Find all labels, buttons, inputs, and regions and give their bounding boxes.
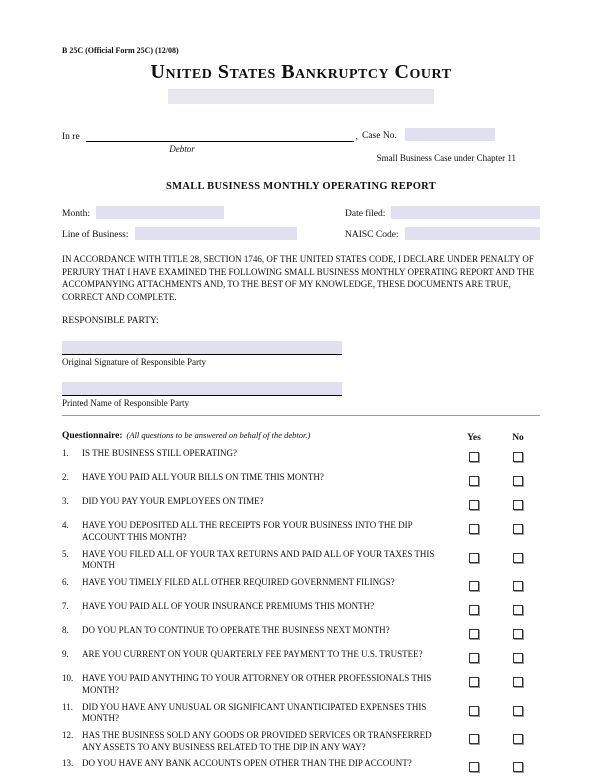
question-text: HAVE YOU PAID ALL OF YOUR INSURANCE PREMIUMS THIS MONTH? — [82, 601, 375, 612]
no-checkbox[interactable] — [513, 581, 523, 591]
question-number: 7. — [62, 601, 69, 612]
month-input[interactable] — [96, 206, 224, 219]
debtor-label: Debtor — [169, 144, 195, 154]
naisc-code-input[interactable] — [405, 227, 540, 240]
question-text: HAS THE BUSINESS SOLD ANY GOODS OR PROVIDED SERVICES OR TRANSFERRED ANY ASSETS TO ANY BUSINESS RELATED TO THE DIP IN ANY WAY? — [82, 729, 432, 752]
question-text: HAVE YOU FILED ALL OF YOUR TAX RETURNS AND PAID ALL OF YOUR TAXES THIS MONTH — [82, 548, 435, 571]
question-text: DO YOU PLAN TO CONTINUE TO OPERATE THE BUSINESS NEXT MONTH? — [82, 625, 390, 636]
yes-checkbox[interactable] — [469, 500, 479, 510]
court-title: United States Bankruptcy Court — [150, 61, 452, 83]
yes-checkbox[interactable] — [469, 762, 479, 772]
yes-checkbox[interactable] — [469, 629, 479, 639]
comma-text: , — [355, 131, 358, 142]
line-of-business-label: Line of Business: — [62, 230, 129, 240]
no-checkbox[interactable] — [513, 524, 523, 534]
question-text: HAVE YOU PAID ANYTHING TO YOUR ATTORNEY OR OTHER PROFESSIONALS THIS MONTH? — [82, 673, 432, 695]
court-district-input[interactable] — [168, 89, 434, 104]
question-row — [62, 496, 540, 515]
yes-column-header: Yes — [467, 433, 481, 444]
question-row — [62, 730, 540, 753]
question-text: HAVE YOU DEPOSITED ALL THE RECEIPTS FOR YOUR BUSINESS INTO THE DIP ACCOUNT THIS MONTH? — [82, 520, 413, 543]
caption-left — [62, 128, 358, 163]
question-text: DID YOU HAVE ANY UNUSUAL OR SIGNIFICANT UNANTICIPATED EXPENSES THIS MONTH? — [82, 701, 427, 724]
question-row — [62, 549, 540, 572]
question-text: HAVE YOU TIMELY FILED ALL OTHER REQUIRED GOVERNMENT FILINGS? — [82, 577, 395, 588]
in-re-label: In re — [62, 132, 80, 142]
yes-checkbox[interactable] — [469, 653, 479, 663]
no-checkbox[interactable] — [513, 452, 523, 462]
question-row — [62, 625, 540, 644]
yes-checkbox[interactable] — [469, 605, 479, 615]
yes-checkbox[interactable] — [469, 452, 479, 462]
line-of-business-input[interactable] — [135, 227, 297, 240]
form-number: B 25C (Official Form 25C) (12/08) — [62, 46, 179, 55]
question-number: 4. — [62, 520, 69, 531]
question-number: 11. — [62, 701, 73, 712]
questionnaire-label: Questionnaire: — [62, 431, 123, 442]
no-checkbox[interactable] — [513, 500, 523, 510]
question-row — [62, 673, 540, 696]
naisc-code-label: NAISC Code: — [345, 230, 399, 240]
questionnaire-note: (All questions to be answered on behalf of the debtor.) — [126, 430, 311, 441]
case-caption — [62, 128, 540, 163]
question-text: ARE YOU CURRENT ON YOUR QUARTERLY FEE PAYMENT TO THE U.S. TRUSTEE? — [82, 649, 423, 660]
no-checkbox[interactable] — [513, 629, 523, 639]
case-no-input[interactable] — [405, 128, 495, 141]
question-text: HAVE YOU PAID ALL YOUR BILLS ON TIME THIS MONTH? — [82, 472, 324, 483]
yes-checkbox[interactable] — [469, 677, 479, 687]
no-checkbox[interactable] — [513, 762, 523, 772]
line-of-business-row — [62, 227, 540, 240]
question-number: 1. — [62, 448, 69, 459]
section-divider — [62, 415, 540, 416]
declaration-text: IN ACCORDANCE WITH TITLE 28, SECTION 1746, OF THE UNITED STATES CODE, I DECLARE UNDER PENALTY OF PERJURY THAT I HAVE EXAMINED THE FOLLOWING SMALL BUSINESS MONTHLY OPERATING REPORT AND THE ACCOMPANYING ATTACHMENTS AND, TO THE BEST OF MY KNOWLEDGE, THESE DOCUMENTS ARE TRUE, CORRECT AND COMPLETE. — [62, 254, 535, 302]
question-number: 6. — [62, 577, 69, 588]
responsible-party-label: RESPONSIBLE PARTY: — [62, 316, 159, 327]
no-checkbox[interactable] — [513, 605, 523, 615]
no-checkbox[interactable] — [513, 476, 523, 486]
question-number: 13. — [62, 758, 74, 769]
question-row — [62, 577, 540, 596]
case-no-label: Case No. — [362, 131, 397, 141]
report-title: SMALL BUSINESS MONTHLY OPERATING REPORT — [166, 181, 436, 192]
no-checkbox[interactable] — [513, 706, 523, 716]
question-text: IS THE BUSINESS STILL OPERATING? — [82, 448, 238, 459]
question-number: 12. — [62, 729, 74, 740]
printed-name-input[interactable] — [62, 382, 342, 396]
yes-checkbox[interactable] — [469, 476, 479, 486]
date-filed-label: Date filed: — [345, 209, 386, 219]
question-row — [62, 758, 540, 777]
no-column-header: No — [512, 433, 524, 444]
question-number: 2. — [62, 472, 69, 483]
no-checkbox[interactable] — [513, 653, 523, 663]
no-checkbox[interactable] — [513, 553, 523, 563]
yes-checkbox[interactable] — [469, 734, 479, 744]
chapter-note: Small Business Case under Chapter 11 — [376, 153, 516, 163]
question-number: 9. — [62, 649, 69, 660]
printed-name-label: Printed Name of Responsible Party — [62, 398, 189, 409]
question-list — [62, 448, 540, 777]
question-row — [62, 702, 540, 725]
question-text: DID YOU PAY YOUR EMPLOYEES ON TIME? — [82, 496, 264, 507]
question-number: 10. — [62, 673, 74, 684]
caption-right — [355, 128, 540, 163]
yes-checkbox[interactable] — [469, 524, 479, 534]
month-row — [62, 206, 540, 219]
question-text: DO YOU HAVE ANY BANK ACCOUNTS OPEN OTHER THAN THE DIP ACCOUNT? — [82, 758, 412, 769]
question-number: 3. — [62, 496, 69, 507]
question-row — [62, 520, 540, 543]
question-row — [62, 472, 540, 491]
questionnaire-header — [62, 425, 540, 443]
yes-checkbox[interactable] — [469, 581, 479, 591]
question-row — [62, 601, 540, 620]
question-number: 8. — [62, 625, 69, 636]
question-row — [62, 448, 540, 467]
original-signature-input[interactable] — [62, 341, 342, 355]
date-filed-input[interactable] — [391, 206, 540, 219]
question-number: 5. — [62, 548, 69, 559]
yes-checkbox[interactable] — [469, 553, 479, 563]
no-checkbox[interactable] — [513, 677, 523, 687]
debtor-name-input[interactable] — [86, 128, 354, 142]
question-row — [62, 649, 540, 668]
no-checkbox[interactable] — [513, 734, 523, 744]
original-signature-label: Original Signature of Responsible Party — [62, 357, 206, 368]
yes-checkbox[interactable] — [469, 706, 479, 716]
month-label: Month: — [62, 209, 90, 219]
